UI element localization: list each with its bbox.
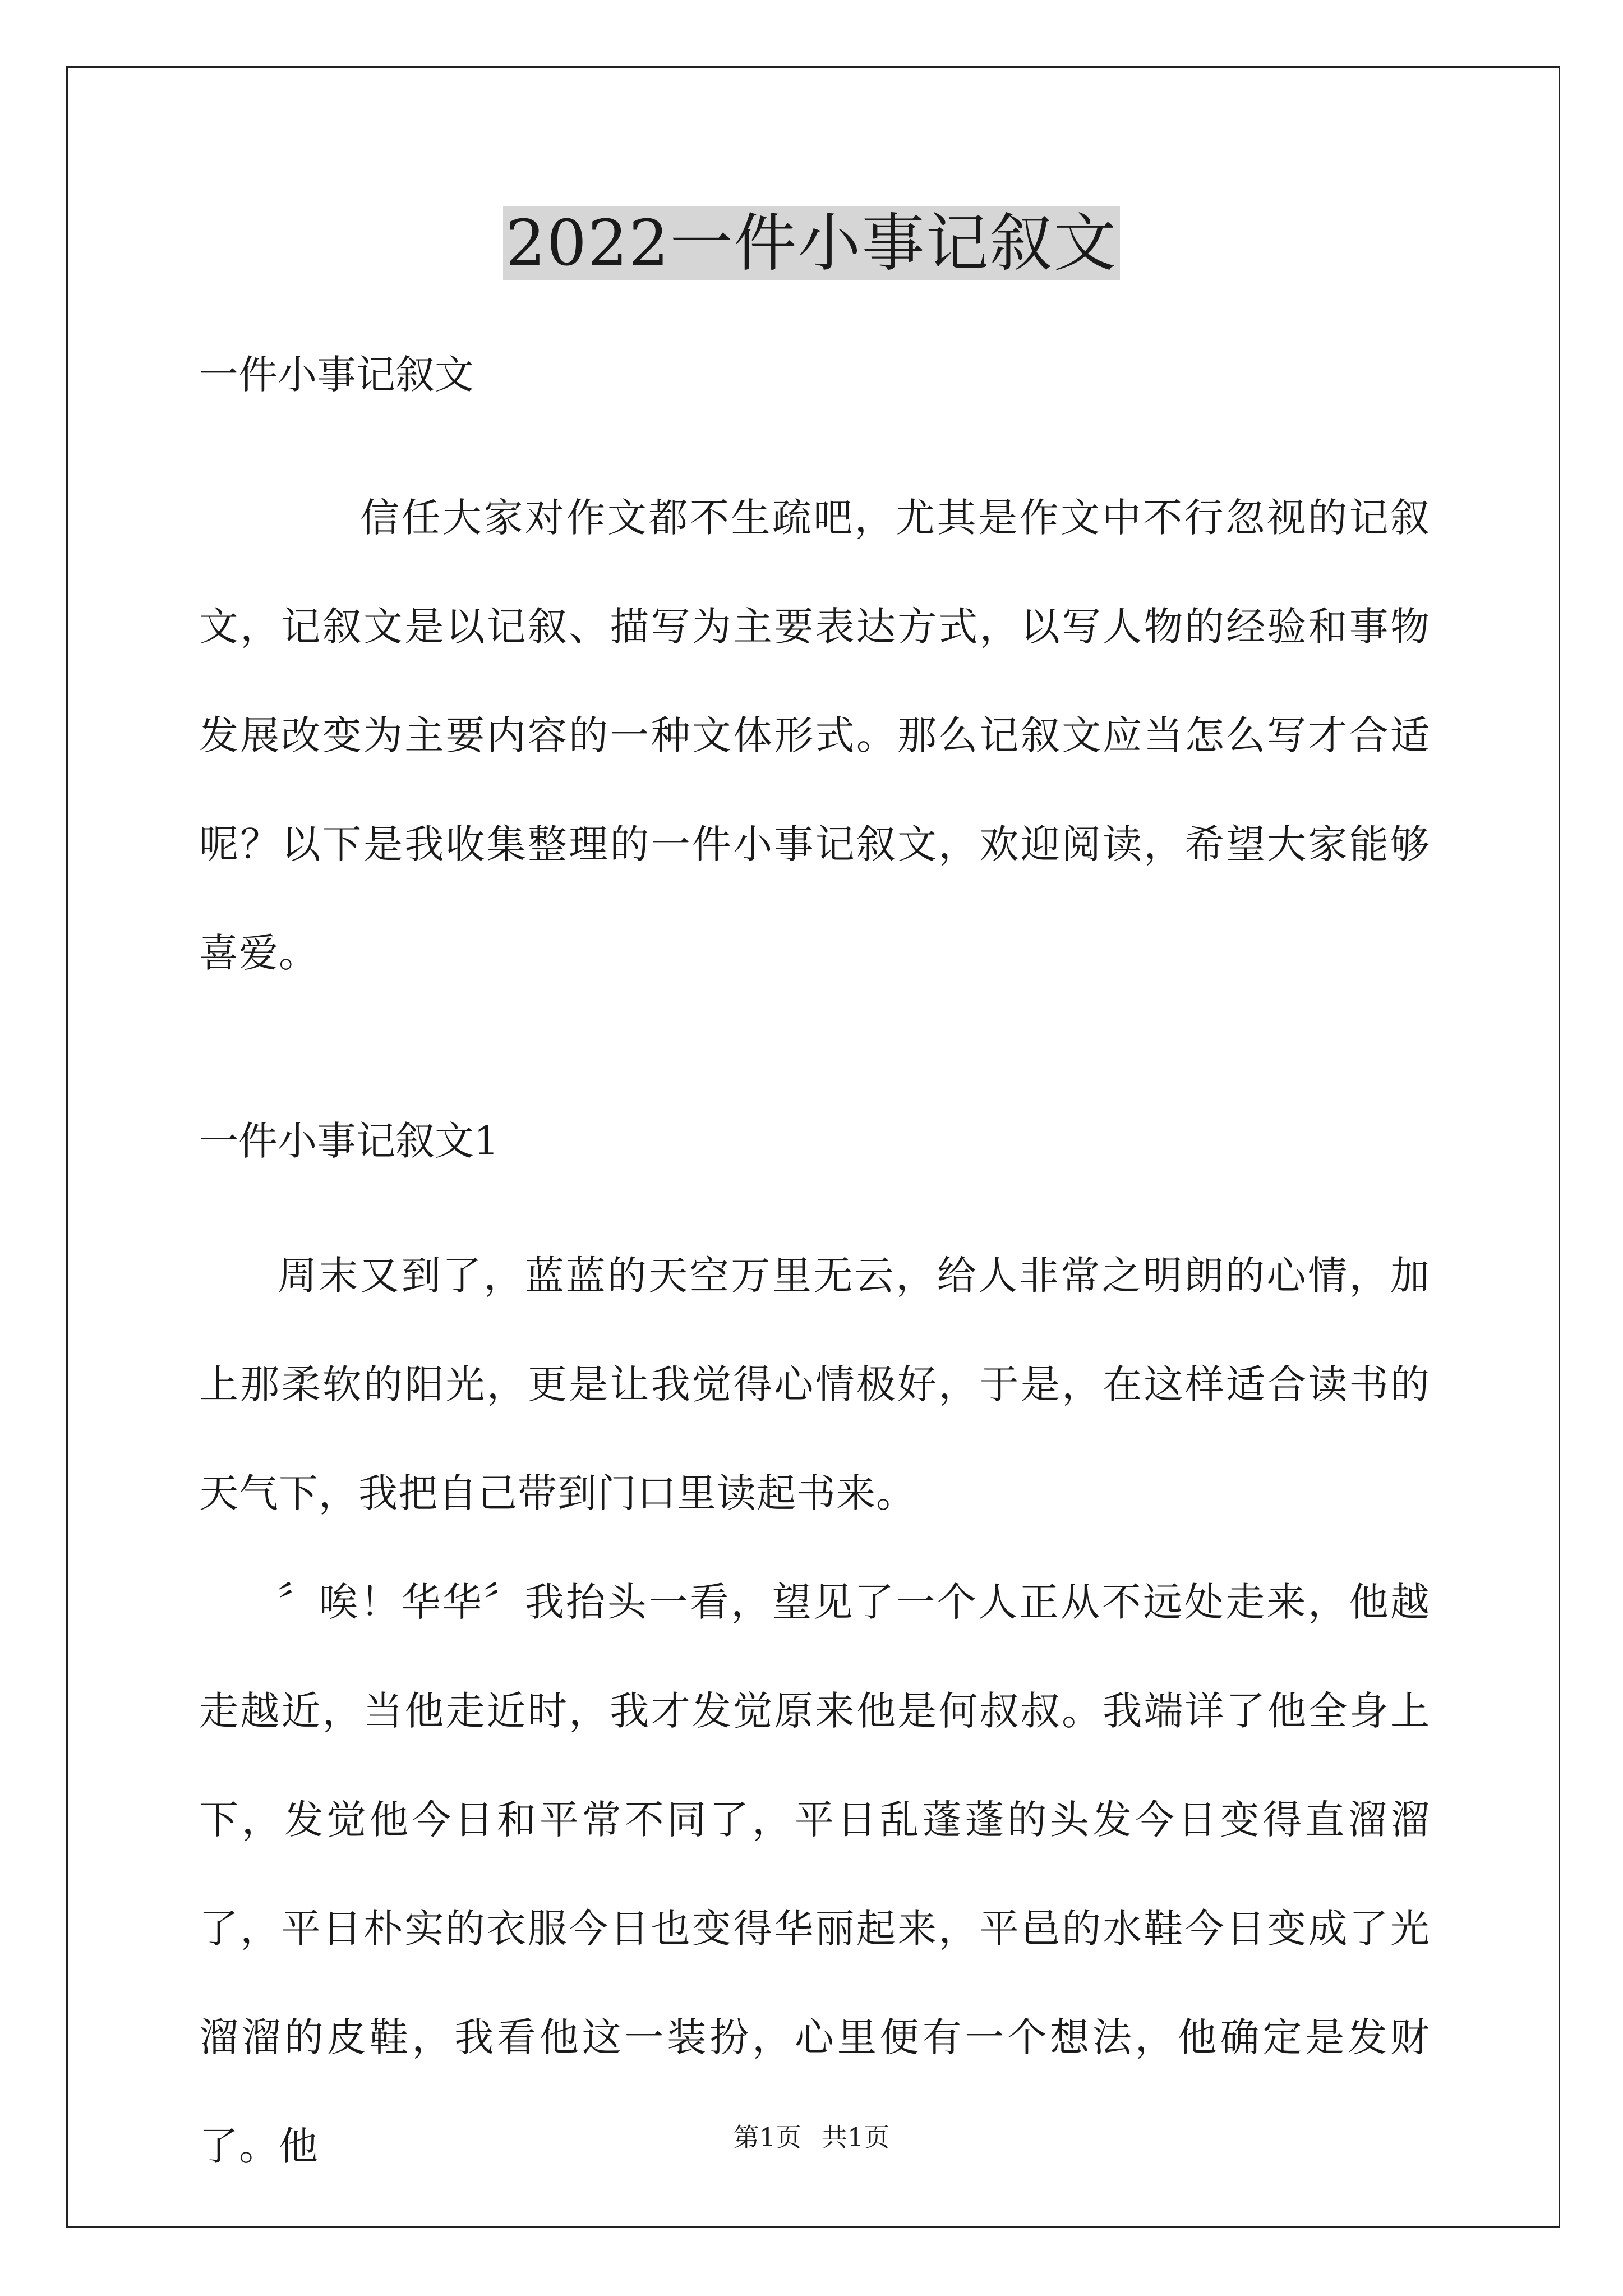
document-body: [199, 314, 1430, 2201]
page-footer: [0, 2120, 1623, 2154]
story-paragraph-1: 周末又到了，蓝蓝的天空万里无云，给人非常之明朗的心情，加上那柔软的阳光，更是让我觉得心情极好，于是，在这样适合读书的天气下，我把自己带到门口里读起书来。: [199, 1253, 1430, 1516]
section-heading: 一件小事记叙文1: [199, 1118, 499, 1164]
page-number: 第1页: [733, 2122, 801, 2152]
title-container: [0, 206, 1623, 280]
intro-paragraph: 信任大家对作文都不生疏吧，尤其是作文中不行忽视的记叙文，记叙文是以记叙、描写为主要表达方式，以写人物的经验和事物发展改变为主要内容的一种文体形式。那么记叙文应当怎么写才合适呢？以下是我收集整理的一件小事记叙文，欢迎阅读，希望大家能够喜爱。: [199, 495, 1430, 976]
main-heading: 一件小事记叙文: [199, 352, 474, 398]
page-total: 共1页: [822, 2122, 890, 2152]
document-title: 2022一件小事记叙文: [503, 206, 1119, 280]
story-paragraph-2: 〞唉！华华〞我抬头一看，望见了一个人正从不远处走来，他越走越近，当他走近时，我才发觉原来他是何叔叔。我端详了他全身上下，发觉他今日和平常不同了，平日乱蓬蓬的头发今日变得直溜溜了，平日朴实的衣服今日也变得华丽起来，平邑的水鞋今日变成了光溜溜的皮鞋，我看他这一装扮，心里便有一个想法，他确定是发财了。他: [199, 1579, 1430, 2169]
